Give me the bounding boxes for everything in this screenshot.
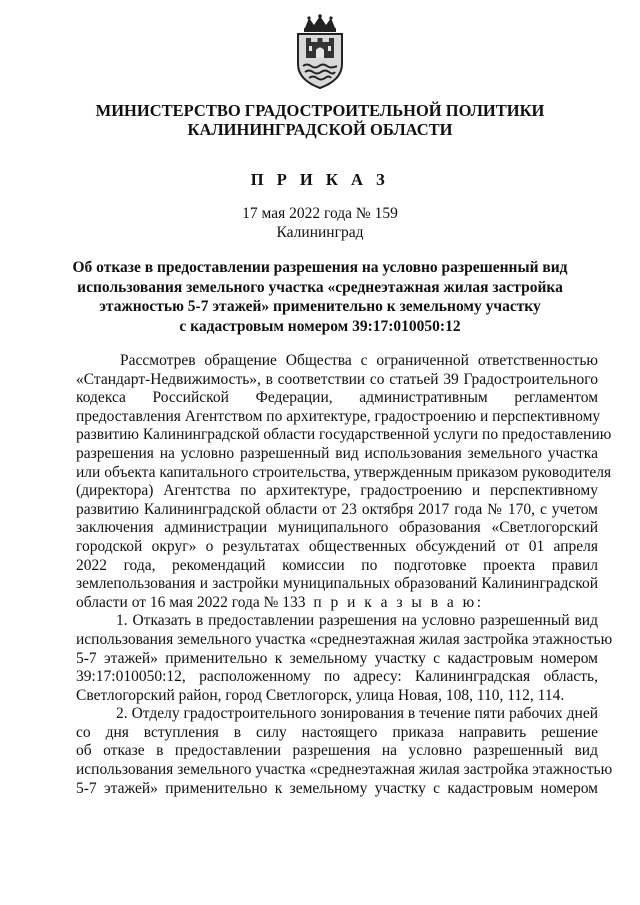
text-line: использования земельного участка «среднеэтажная жилая застройка этажностью <box>76 630 613 648</box>
document-city: Калининград <box>276 224 364 241</box>
order-word: п р и к а з ы в а ю: <box>313 593 484 611</box>
text-line: заключения администрации муниципального образования «Светлогорский <box>76 519 598 537</box>
preamble-paragraph <box>76 352 612 612</box>
text-line: 5-7 этажей» применительно к земельному участку с кадастровым номером <box>76 779 598 797</box>
subject-line: Об отказе в предоставлении разрешения на условно разрешенный вид <box>72 259 568 276</box>
text-line: «Стандарт-Недвижимость», в соответствии со статьей 39 Градостроительного <box>76 370 598 388</box>
text-line: 1. Отказать в предоставлении разрешения на условно разрешенный вид <box>116 612 598 630</box>
text-line: 39:17:010050:12, расположенному по адресу: Калининградская область, <box>76 668 598 686</box>
text-line: городской округ» о результатах общественных обсуждений от 01 апреля <box>76 537 598 555</box>
document-date-number: 17 мая 2022 года № 159 <box>242 205 398 222</box>
document-type: П Р И К А З <box>250 170 390 189</box>
coat-of-arms-icon <box>293 14 347 90</box>
ministry-name <box>60 101 580 139</box>
text-line: или объекта капитального строительства, утвержденным приказом руководителя <box>76 463 612 481</box>
text-line: Рассмотрев обращение Общества с ограниченной ответственностью <box>120 352 598 369</box>
text-line: кодекса Российской Федерации, административным регламентом <box>76 389 598 407</box>
preamble-final-text: области от 16 мая 2022 года № 133 <box>76 593 306 611</box>
text-line: 5-7 этажей» применительно к земельному участку с кадастровым номером <box>76 649 598 667</box>
subject-line: этажностью 5-7 этажей» применительно к земельному участку <box>99 298 541 315</box>
text-line: 2. Отделу градостроительного зонирования в течение пяти рабочих дней <box>116 705 598 723</box>
text-line: Светлогорский район, город Светлогорск, улица Новая, 108, 110, 112, 114. <box>76 686 565 704</box>
text-line: использования земельного участка «среднеэтажная жилая застройка этажностью <box>76 761 613 779</box>
subject-line: с кадастровым номером 39:17:010050:12 <box>179 317 461 335</box>
subject-line: использования земельного участка «среднеэтажная жилая застройка <box>77 278 563 296</box>
text-line: (директора) Агентства по архитектуре, градостроению и перспективному <box>76 482 598 500</box>
document-body <box>76 352 613 798</box>
ministry-name-line: МИНИСТЕРСТВО ГРАДОСТРОИТЕЛЬНОЙ ПОЛИТИКИ <box>95 101 545 120</box>
text-line: развитию Калининградской области государственной услуги по предоставлению <box>76 426 612 444</box>
ministry-name-line: КАЛИНИНГРАДСКОЙ ОБЛАСТИ <box>187 120 453 139</box>
order-item-1 <box>76 612 613 705</box>
order-item-2 <box>76 705 613 798</box>
text-line: развитию Калининградской области от 23 октября 2017 года № 170, с учетом <box>76 500 598 518</box>
text-line: землепользования и застройки муниципальных образований Калининградской <box>76 575 598 593</box>
text-line: разрешения на условно разрешенный вид использования земельного участка <box>76 444 598 462</box>
document-subject <box>60 258 580 336</box>
text-line-final <box>76 594 598 613</box>
text-line: 2022 года, рекомендаций комиссии по подготовке проекта правил <box>76 556 598 574</box>
text-line: предоставления Агентством по архитектуре, градостроению и перспективному <box>76 407 601 425</box>
text-line: об отказе в предоставлении разрешения на условно разрешенный вид <box>76 742 598 760</box>
text-line: со дня вступления в силу настоящего приказа направить решение <box>76 723 598 741</box>
